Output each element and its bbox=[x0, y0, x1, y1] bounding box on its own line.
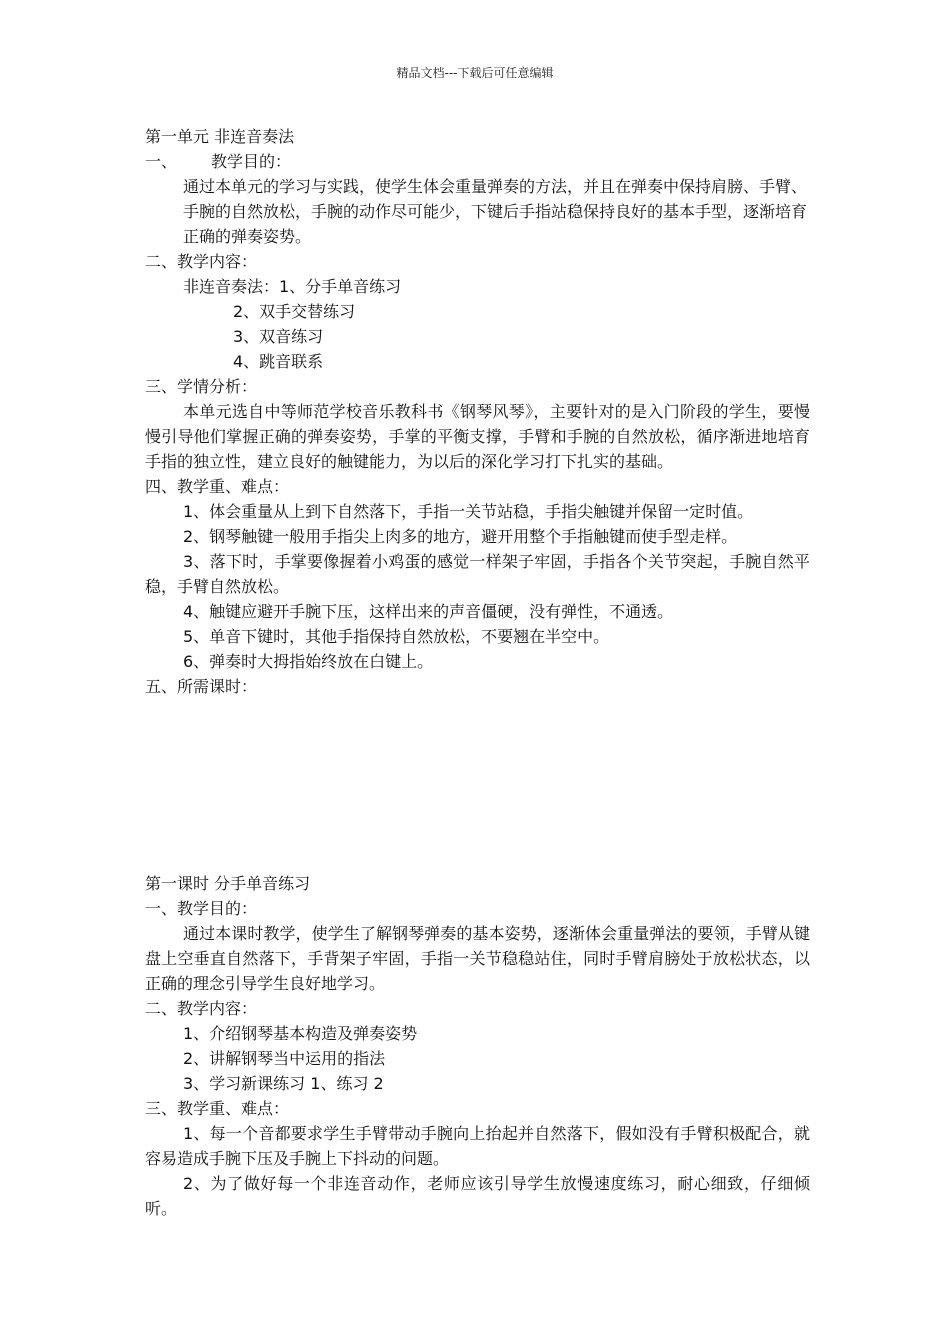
unit-heading-5: 五、所需课时： bbox=[145, 677, 258, 696]
lesson-heading-3: 三、教学重、难点： bbox=[145, 1099, 290, 1118]
unit-title: 第一单元 非连音奏法 bbox=[145, 127, 295, 146]
page-header: 精品文档---下载后可任意编辑 bbox=[396, 66, 554, 80]
unit-heading-1: 一、 教学目的： bbox=[145, 152, 292, 171]
unit-heading-4: 四、教学重、难点： bbox=[145, 477, 290, 496]
lesson-content-item: 3、学习新课练习 1、练习 2 bbox=[183, 1074, 384, 1093]
unit-keypoint-item: 5、单音下键时，其他手指保持自然放松，不要翘在半空中。 bbox=[183, 627, 610, 646]
lesson-heading-1: 一、教学目的： bbox=[145, 899, 258, 918]
unit-keypoint-item: 3、落下时，手掌要像握着小鸡蛋的感觉一样架子牢固，手指各个关节突起，手腕自然平稳，手臂自然放松。 bbox=[145, 552, 810, 596]
lesson-goal-text: 通过本课时教学，使学生了解钢琴弹奏的基本姿势，逐渐体会重量弹法的要领，手臂从键盘上空垂直自然落下，手背架子牢固，手指一关节稳稳站住，同时手臂肩膀处于放松状态，以正确的理念引导学生良好地学习。 bbox=[145, 924, 810, 993]
unit-keypoint-item: 1、体会重量从上到下自然落下，手指一关节站稳，手指尖触键并保留一定时值。 bbox=[183, 502, 754, 521]
unit-section bbox=[145, 124, 810, 699]
lesson-heading-2: 二、教学内容： bbox=[145, 999, 258, 1018]
lesson-keypoint-item: 1、每一个音都要求学生手臂带动手腕向上抬起并自然落下，假如没有手臂积极配合，就容易造成手腕下压及手腕上下抖动的问题。 bbox=[145, 1124, 810, 1168]
unit-analysis-text: 本单元选自中等师范学校音乐教科书《钢琴风琴》，主要针对的是入门阶段的学生，要慢慢引导他们掌握正确的弹奏姿势，手掌的平衡支撑，手臂和手腕的自然放松，循序渐进地培育手指的独立性，建立良好的触键能力，为以后的深化学习打下扎实的基础。 bbox=[145, 402, 810, 471]
unit-content-item: 4、跳音联系 bbox=[233, 352, 324, 371]
lesson-keypoint-item: 2、为了做好每一个非连音动作，老师应该引导学生放慢速度练习，耐心细致，仔细倾听。 bbox=[145, 1174, 810, 1218]
unit-keypoint-item: 2、钢琴触键一般用手指尖上肉多的地方，避开用整个手指触键而使手型走样。 bbox=[183, 527, 738, 546]
lesson-title: 第一课时 分手单音练习 bbox=[145, 874, 311, 893]
unit-keypoint-item: 6、弹奏时大拇指始终放在白键上。 bbox=[183, 652, 434, 671]
unit-content-item: 3、双音练习 bbox=[233, 327, 324, 346]
unit-heading-3: 三、学情分析： bbox=[145, 377, 258, 396]
unit-content-item: 2、双手交替练习 bbox=[233, 302, 356, 321]
lesson-section bbox=[145, 871, 810, 1221]
unit-content-item: 非连音奏法：1、分手单音练习 bbox=[183, 277, 402, 296]
unit-keypoint-item: 4、触键应避开手腕下压，这样出来的声音僵硬，没有弹性，不通透。 bbox=[183, 602, 674, 621]
unit-heading-2: 二、教学内容： bbox=[145, 252, 258, 271]
unit-goal-text: 通过本单元的学习与实践，使学生体会重量弹奏的方法，并且在弹奏中保持肩膀、手臂、手腕的自然放松，手腕的动作尽可能少，下键后手指站稳保持良好的基本手型，逐渐培育正确的弹奏姿势。 bbox=[183, 177, 808, 246]
lesson-content-item: 1、介绍钢琴基本构造及弹奏姿势 bbox=[183, 1024, 418, 1043]
lesson-content-item: 2、讲解钢琴当中运用的指法 bbox=[183, 1049, 386, 1068]
